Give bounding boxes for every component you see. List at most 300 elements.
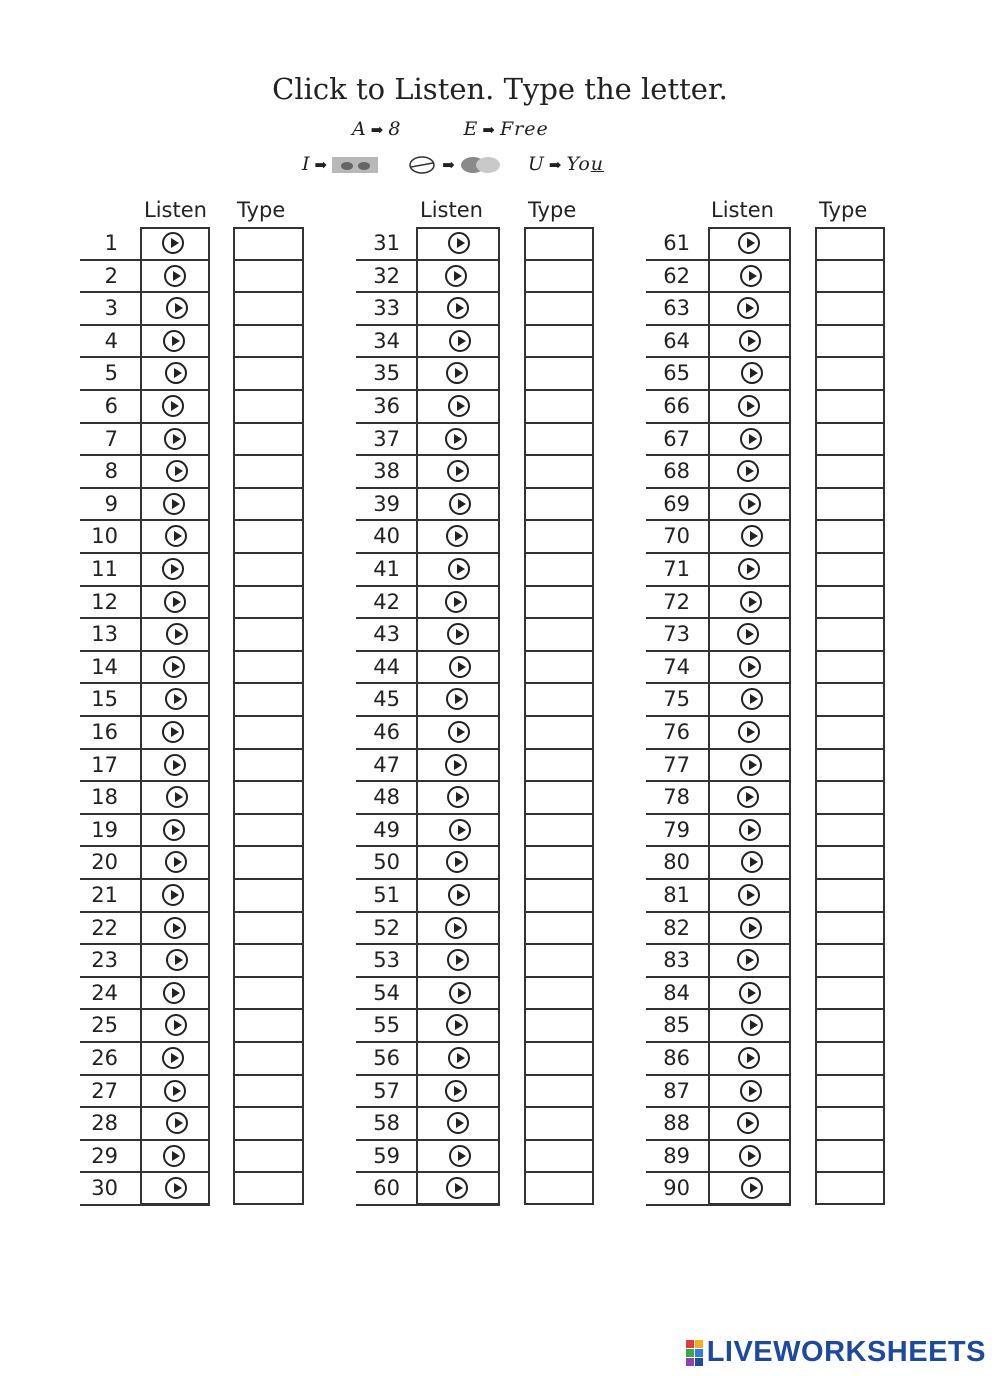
type-row-divider bbox=[524, 389, 594, 391]
row-number: 51 bbox=[373, 883, 400, 907]
type-row-divider bbox=[815, 487, 885, 489]
play-circle-icon[interactable] bbox=[162, 558, 184, 580]
row-number: 46 bbox=[373, 720, 400, 744]
type-row-divider bbox=[524, 650, 594, 652]
answer-input[interactable] bbox=[236, 263, 301, 289]
row-rule bbox=[80, 715, 210, 717]
answer-input[interactable] bbox=[527, 849, 591, 875]
arrow-right-icon: ➡ bbox=[482, 121, 496, 139]
row-rule bbox=[646, 617, 791, 619]
type-column-header: Type bbox=[528, 198, 577, 222]
answer-input[interactable] bbox=[236, 980, 301, 1006]
type-row-divider bbox=[815, 682, 885, 684]
answer-input[interactable] bbox=[236, 817, 301, 843]
play-circle-icon[interactable] bbox=[163, 493, 185, 515]
answer-input[interactable] bbox=[818, 426, 882, 452]
row-rule bbox=[646, 1106, 791, 1108]
answer-input[interactable] bbox=[236, 947, 301, 973]
play-circle-icon[interactable] bbox=[163, 330, 185, 352]
row-rule bbox=[356, 585, 500, 587]
play-circle-icon[interactable] bbox=[741, 1177, 763, 1199]
answer-input[interactable] bbox=[527, 360, 591, 386]
play-circle-icon[interactable] bbox=[449, 493, 471, 515]
type-row-divider bbox=[815, 259, 885, 261]
row-number: 21 bbox=[91, 883, 118, 907]
answer-input[interactable] bbox=[236, 1110, 301, 1136]
type-row-divider bbox=[524, 845, 594, 847]
play-circle-icon[interactable] bbox=[448, 1047, 470, 1069]
answer-input[interactable] bbox=[236, 752, 301, 778]
row-rule bbox=[80, 1041, 210, 1043]
arrow-right-icon: ➡ bbox=[370, 121, 385, 139]
row-number: 52 bbox=[373, 915, 400, 940]
row-number: 58 bbox=[373, 1111, 400, 1136]
row-number: 47 bbox=[373, 752, 400, 777]
type-row-divider bbox=[233, 1074, 304, 1076]
answer-input[interactable] bbox=[236, 360, 301, 386]
play-circle-icon[interactable] bbox=[445, 917, 467, 939]
answer-input[interactable] bbox=[236, 295, 301, 321]
play-circle-icon[interactable] bbox=[738, 558, 760, 580]
row-rule bbox=[80, 748, 210, 750]
answer-input[interactable] bbox=[818, 947, 882, 973]
row-rule bbox=[356, 650, 500, 652]
row-rule bbox=[356, 813, 500, 815]
play-circle-icon[interactable] bbox=[448, 884, 470, 906]
type-row-divider bbox=[524, 682, 594, 684]
answer-input[interactable] bbox=[527, 426, 591, 452]
row-number: 77 bbox=[663, 752, 690, 777]
play-circle-icon[interactable] bbox=[738, 721, 760, 743]
answer-input[interactable] bbox=[527, 719, 591, 745]
answer-input[interactable] bbox=[236, 556, 301, 582]
type-row-divider bbox=[815, 389, 885, 391]
row-number: 71 bbox=[663, 557, 690, 581]
answer-input[interactable] bbox=[236, 523, 301, 549]
answer-input[interactable] bbox=[527, 1175, 591, 1201]
row-number: 19 bbox=[91, 817, 118, 842]
row-number: 73 bbox=[663, 622, 690, 647]
answer-input[interactable] bbox=[818, 686, 882, 712]
answer-input[interactable] bbox=[236, 1012, 301, 1038]
row-number: 72 bbox=[663, 589, 690, 614]
answer-input[interactable] bbox=[236, 849, 301, 875]
type-row-divider bbox=[524, 1074, 594, 1076]
play-circle-icon[interactable] bbox=[164, 591, 186, 613]
answer-input[interactable] bbox=[527, 589, 591, 615]
answer-input[interactable] bbox=[527, 1078, 591, 1104]
play-circle-icon[interactable] bbox=[162, 884, 184, 906]
row-rule bbox=[356, 356, 500, 358]
row-number: 1 bbox=[104, 231, 118, 255]
answer-input[interactable] bbox=[236, 654, 301, 680]
row-rule bbox=[646, 1074, 791, 1076]
arrow-right-icon: ➡ bbox=[442, 156, 456, 174]
row-rule bbox=[356, 1204, 500, 1206]
answer-input[interactable] bbox=[527, 882, 591, 908]
row-number: 48 bbox=[373, 785, 400, 810]
play-circle-icon[interactable] bbox=[448, 721, 470, 743]
type-row-divider bbox=[524, 976, 594, 978]
play-circle-icon[interactable] bbox=[448, 395, 470, 417]
row-rule bbox=[356, 748, 500, 750]
answer-input[interactable] bbox=[236, 589, 301, 615]
row-number: 38 bbox=[373, 459, 400, 484]
answer-input[interactable] bbox=[236, 328, 301, 354]
answer-input[interactable] bbox=[818, 784, 882, 810]
answer-input[interactable] bbox=[236, 1078, 301, 1104]
page-title: Click to Listen. Type the letter. bbox=[272, 72, 728, 106]
type-row-divider bbox=[815, 1008, 885, 1010]
row-rule bbox=[356, 911, 500, 913]
row-rule bbox=[646, 976, 791, 978]
row-rule bbox=[80, 356, 210, 358]
answer-input[interactable] bbox=[527, 947, 591, 973]
play-circle-icon[interactable] bbox=[739, 982, 761, 1004]
play-circle-icon[interactable] bbox=[737, 786, 759, 808]
answer-input[interactable] bbox=[818, 1110, 882, 1136]
answer-input[interactable] bbox=[236, 686, 301, 712]
row-number: 5 bbox=[104, 361, 118, 386]
row-rule bbox=[80, 389, 210, 391]
row-rule bbox=[646, 780, 791, 782]
row-rule bbox=[646, 259, 791, 261]
answer-input[interactable] bbox=[818, 1078, 882, 1104]
answer-input[interactable] bbox=[818, 980, 882, 1006]
row-number: 67 bbox=[663, 426, 690, 451]
play-circle-icon[interactable] bbox=[164, 428, 186, 450]
answer-input[interactable] bbox=[527, 1143, 591, 1169]
hint-e-to: Free bbox=[499, 118, 549, 140]
answer-input[interactable] bbox=[818, 1045, 882, 1071]
play-circle-icon[interactable] bbox=[445, 1080, 467, 1102]
row-rule bbox=[646, 389, 791, 391]
type-row-divider bbox=[524, 1106, 594, 1108]
hint-u-from: U bbox=[527, 153, 545, 175]
row-rule bbox=[646, 878, 791, 880]
answer-input[interactable] bbox=[818, 1143, 882, 1169]
type-row-divider bbox=[815, 650, 885, 652]
answer-input[interactable] bbox=[818, 523, 882, 549]
listen-column-header: Listen bbox=[711, 198, 774, 222]
type-row-divider bbox=[233, 487, 304, 489]
answer-input[interactable] bbox=[236, 621, 301, 647]
play-circle-icon[interactable] bbox=[741, 362, 763, 384]
play-circle-icon[interactable] bbox=[163, 819, 185, 841]
play-circle-icon[interactable] bbox=[164, 1080, 186, 1102]
play-circle-icon[interactable] bbox=[164, 265, 186, 287]
row-rule bbox=[646, 552, 791, 554]
row-rule bbox=[356, 878, 500, 880]
row-rule bbox=[80, 617, 210, 619]
play-circle-icon[interactable] bbox=[163, 982, 185, 1004]
play-circle-icon[interactable] bbox=[741, 688, 763, 710]
answer-input[interactable] bbox=[818, 360, 882, 386]
type-row-divider bbox=[815, 1139, 885, 1141]
play-circle-icon[interactable] bbox=[740, 428, 762, 450]
play-circle-icon[interactable] bbox=[737, 623, 759, 645]
hint-a-from: A bbox=[352, 118, 367, 140]
row-rule bbox=[80, 911, 210, 913]
answer-input[interactable] bbox=[818, 589, 882, 615]
play-circle-icon[interactable] bbox=[739, 656, 761, 678]
answer-input[interactable] bbox=[527, 1110, 591, 1136]
row-number: 27 bbox=[91, 1078, 118, 1103]
play-circle-icon[interactable] bbox=[445, 428, 467, 450]
answer-input[interactable] bbox=[818, 882, 882, 908]
row-number: 76 bbox=[663, 720, 690, 744]
play-circle-icon[interactable] bbox=[449, 656, 471, 678]
answer-input[interactable] bbox=[236, 882, 301, 908]
row-rule bbox=[646, 813, 791, 815]
type-row-divider bbox=[233, 617, 304, 619]
answer-input[interactable] bbox=[818, 849, 882, 875]
type-row-divider bbox=[815, 519, 885, 521]
row-rule bbox=[646, 748, 791, 750]
play-circle-icon[interactable] bbox=[739, 1145, 761, 1167]
row-number: 22 bbox=[91, 915, 118, 940]
row-number: 35 bbox=[373, 361, 400, 386]
play-circle-icon[interactable] bbox=[740, 265, 762, 287]
type-row-divider bbox=[815, 454, 885, 456]
row-rule bbox=[80, 291, 210, 293]
play-circle-icon[interactable] bbox=[445, 265, 467, 287]
row-rule bbox=[646, 1171, 791, 1173]
answer-input[interactable] bbox=[818, 295, 882, 321]
play-circle-icon[interactable] bbox=[738, 395, 760, 417]
answer-input[interactable] bbox=[527, 817, 591, 843]
row-number: 39 bbox=[373, 491, 400, 516]
type-row-divider bbox=[524, 487, 594, 489]
row-rule bbox=[80, 1106, 210, 1108]
play-circle-icon[interactable] bbox=[740, 591, 762, 613]
play-circle-icon[interactable] bbox=[739, 330, 761, 352]
play-circle-icon[interactable] bbox=[449, 819, 471, 841]
answer-input[interactable] bbox=[818, 458, 882, 484]
answer-input[interactable] bbox=[236, 915, 301, 941]
answer-input[interactable] bbox=[818, 491, 882, 517]
play-circle-icon[interactable] bbox=[738, 884, 760, 906]
answer-input[interactable] bbox=[236, 1143, 301, 1169]
type-row-divider bbox=[815, 585, 885, 587]
play-circle-icon[interactable] bbox=[163, 1145, 185, 1167]
row-rule bbox=[80, 519, 210, 521]
play-circle-icon[interactable] bbox=[741, 525, 763, 547]
type-row-divider bbox=[233, 650, 304, 652]
row-rule bbox=[356, 487, 500, 489]
answer-input[interactable] bbox=[818, 328, 882, 354]
answer-input[interactable] bbox=[236, 719, 301, 745]
answer-input[interactable] bbox=[527, 1012, 591, 1038]
answer-input[interactable] bbox=[527, 784, 591, 810]
play-circle-icon[interactable] bbox=[737, 460, 759, 482]
type-row-divider bbox=[233, 1171, 304, 1173]
type-row-divider bbox=[233, 878, 304, 880]
play-circle-icon[interactable] bbox=[741, 851, 763, 873]
answer-input[interactable] bbox=[818, 621, 882, 647]
answer-input[interactable] bbox=[527, 621, 591, 647]
play-circle-icon[interactable] bbox=[737, 1112, 759, 1134]
answer-input[interactable] bbox=[236, 393, 301, 419]
play-circle-icon[interactable] bbox=[740, 1080, 762, 1102]
row-rule bbox=[356, 1171, 500, 1173]
row-rule bbox=[356, 454, 500, 456]
answer-input[interactable] bbox=[527, 263, 591, 289]
answer-input[interactable] bbox=[236, 426, 301, 452]
play-circle-icon[interactable] bbox=[741, 1014, 763, 1036]
answer-input[interactable] bbox=[527, 686, 591, 712]
answer-input[interactable] bbox=[527, 752, 591, 778]
answer-input[interactable] bbox=[527, 491, 591, 517]
type-row-divider bbox=[524, 454, 594, 456]
type-row-divider bbox=[233, 780, 304, 782]
row-rule bbox=[646, 1041, 791, 1043]
answer-input[interactable] bbox=[527, 1045, 591, 1071]
answer-input[interactable] bbox=[236, 491, 301, 517]
row-number: 69 bbox=[663, 491, 690, 516]
answer-input[interactable] bbox=[818, 263, 882, 289]
answer-input[interactable] bbox=[236, 784, 301, 810]
type-row-divider bbox=[524, 585, 594, 587]
play-circle-icon[interactable] bbox=[449, 330, 471, 352]
answer-input[interactable] bbox=[236, 1045, 301, 1071]
type-row-divider bbox=[233, 715, 304, 717]
row-number: 87 bbox=[663, 1078, 690, 1103]
row-rule bbox=[80, 682, 210, 684]
row-number: 79 bbox=[663, 817, 690, 842]
type-row-divider bbox=[233, 1139, 304, 1141]
row-rule bbox=[80, 650, 210, 652]
type-row-divider bbox=[233, 748, 304, 750]
answer-input[interactable] bbox=[818, 556, 882, 582]
row-rule bbox=[646, 1008, 791, 1010]
answer-input[interactable] bbox=[527, 915, 591, 941]
play-circle-icon[interactable] bbox=[448, 558, 470, 580]
play-circle-icon[interactable] bbox=[162, 232, 184, 254]
row-number: 37 bbox=[373, 426, 400, 451]
play-circle-icon[interactable] bbox=[739, 493, 761, 515]
row-rule bbox=[80, 1139, 210, 1141]
answer-input[interactable] bbox=[236, 458, 301, 484]
eye-picture-icon bbox=[332, 155, 378, 175]
row-rule bbox=[80, 454, 210, 456]
type-row-divider bbox=[815, 1074, 885, 1076]
hint-a-to: 8 bbox=[388, 118, 402, 140]
play-circle-icon[interactable] bbox=[163, 656, 185, 678]
answer-input[interactable] bbox=[818, 654, 882, 680]
play-circle-icon[interactable] bbox=[162, 1047, 184, 1069]
answer-input[interactable] bbox=[527, 230, 591, 256]
row-number: 15 bbox=[91, 687, 118, 712]
row-rule bbox=[646, 1139, 791, 1141]
type-row-divider bbox=[233, 519, 304, 521]
type-row-divider bbox=[233, 291, 304, 293]
type-column-header: Type bbox=[237, 198, 286, 222]
play-circle-icon[interactable] bbox=[739, 819, 761, 841]
listen-column-header: Listen bbox=[144, 198, 207, 222]
row-number: 26 bbox=[91, 1046, 118, 1070]
type-row-divider bbox=[815, 552, 885, 554]
row-number: 24 bbox=[91, 980, 118, 1005]
coins-picture-icon bbox=[460, 155, 504, 175]
answer-input[interactable] bbox=[527, 328, 591, 354]
answer-input[interactable] bbox=[818, 752, 882, 778]
type-row-divider bbox=[233, 1008, 304, 1010]
answer-input[interactable] bbox=[527, 654, 591, 680]
row-number: 62 bbox=[663, 263, 690, 288]
play-circle-icon[interactable] bbox=[448, 232, 470, 254]
row-number: 28 bbox=[91, 1111, 118, 1136]
answer-input[interactable] bbox=[818, 393, 882, 419]
answer-input[interactable] bbox=[527, 980, 591, 1006]
liveworksheets-logo-icon bbox=[686, 1340, 703, 1366]
play-circle-icon[interactable] bbox=[164, 754, 186, 776]
row-number: 83 bbox=[663, 948, 690, 973]
answer-input[interactable] bbox=[818, 1012, 882, 1038]
type-row-divider bbox=[233, 454, 304, 456]
play-circle-icon[interactable] bbox=[445, 754, 467, 776]
play-circle-icon[interactable] bbox=[449, 1145, 471, 1167]
answer-input[interactable] bbox=[527, 523, 591, 549]
type-row-divider bbox=[524, 356, 594, 358]
play-circle-icon[interactable] bbox=[737, 297, 759, 319]
type-row-divider bbox=[815, 780, 885, 782]
play-circle-icon[interactable] bbox=[740, 754, 762, 776]
row-number: 66 bbox=[663, 394, 690, 418]
hint-e-from: E bbox=[463, 118, 479, 140]
row-number: 8 bbox=[104, 459, 118, 484]
play-circle-icon[interactable] bbox=[449, 982, 471, 1004]
answer-input[interactable] bbox=[527, 556, 591, 582]
row-number: 85 bbox=[663, 1013, 690, 1038]
play-circle-icon[interactable] bbox=[737, 949, 759, 971]
answer-input[interactable] bbox=[818, 915, 882, 941]
row-rule bbox=[80, 585, 210, 587]
row-number: 40 bbox=[373, 524, 400, 549]
answer-input[interactable] bbox=[527, 295, 591, 321]
row-number: 18 bbox=[91, 785, 118, 810]
play-circle-icon[interactable] bbox=[738, 232, 760, 254]
row-number: 6 bbox=[104, 394, 118, 418]
play-circle-icon[interactable] bbox=[740, 917, 762, 939]
answer-input[interactable] bbox=[818, 1175, 882, 1201]
row-number: 29 bbox=[91, 1143, 118, 1168]
answer-input[interactable] bbox=[818, 719, 882, 745]
type-row-divider bbox=[233, 845, 304, 847]
type-row-divider bbox=[524, 1139, 594, 1141]
play-circle-icon[interactable] bbox=[164, 917, 186, 939]
play-circle-icon[interactable] bbox=[445, 591, 467, 613]
play-circle-icon[interactable] bbox=[162, 395, 184, 417]
play-circle-icon[interactable] bbox=[738, 1047, 760, 1069]
answer-input[interactable] bbox=[527, 393, 591, 419]
row-rule bbox=[80, 878, 210, 880]
answer-input[interactable] bbox=[527, 458, 591, 484]
row-number: 59 bbox=[373, 1143, 400, 1168]
answer-input[interactable] bbox=[818, 230, 882, 256]
row-number: 50 bbox=[373, 850, 400, 875]
row-rule bbox=[80, 1074, 210, 1076]
answer-input[interactable] bbox=[236, 1175, 301, 1201]
play-circle-icon[interactable] bbox=[162, 721, 184, 743]
type-row-divider bbox=[233, 552, 304, 554]
type-row-divider bbox=[815, 813, 885, 815]
answer-input[interactable] bbox=[818, 817, 882, 843]
answer-input[interactable] bbox=[236, 230, 301, 256]
row-number: 53 bbox=[373, 948, 400, 973]
row-number: 44 bbox=[373, 654, 400, 679]
row-rule bbox=[356, 976, 500, 978]
